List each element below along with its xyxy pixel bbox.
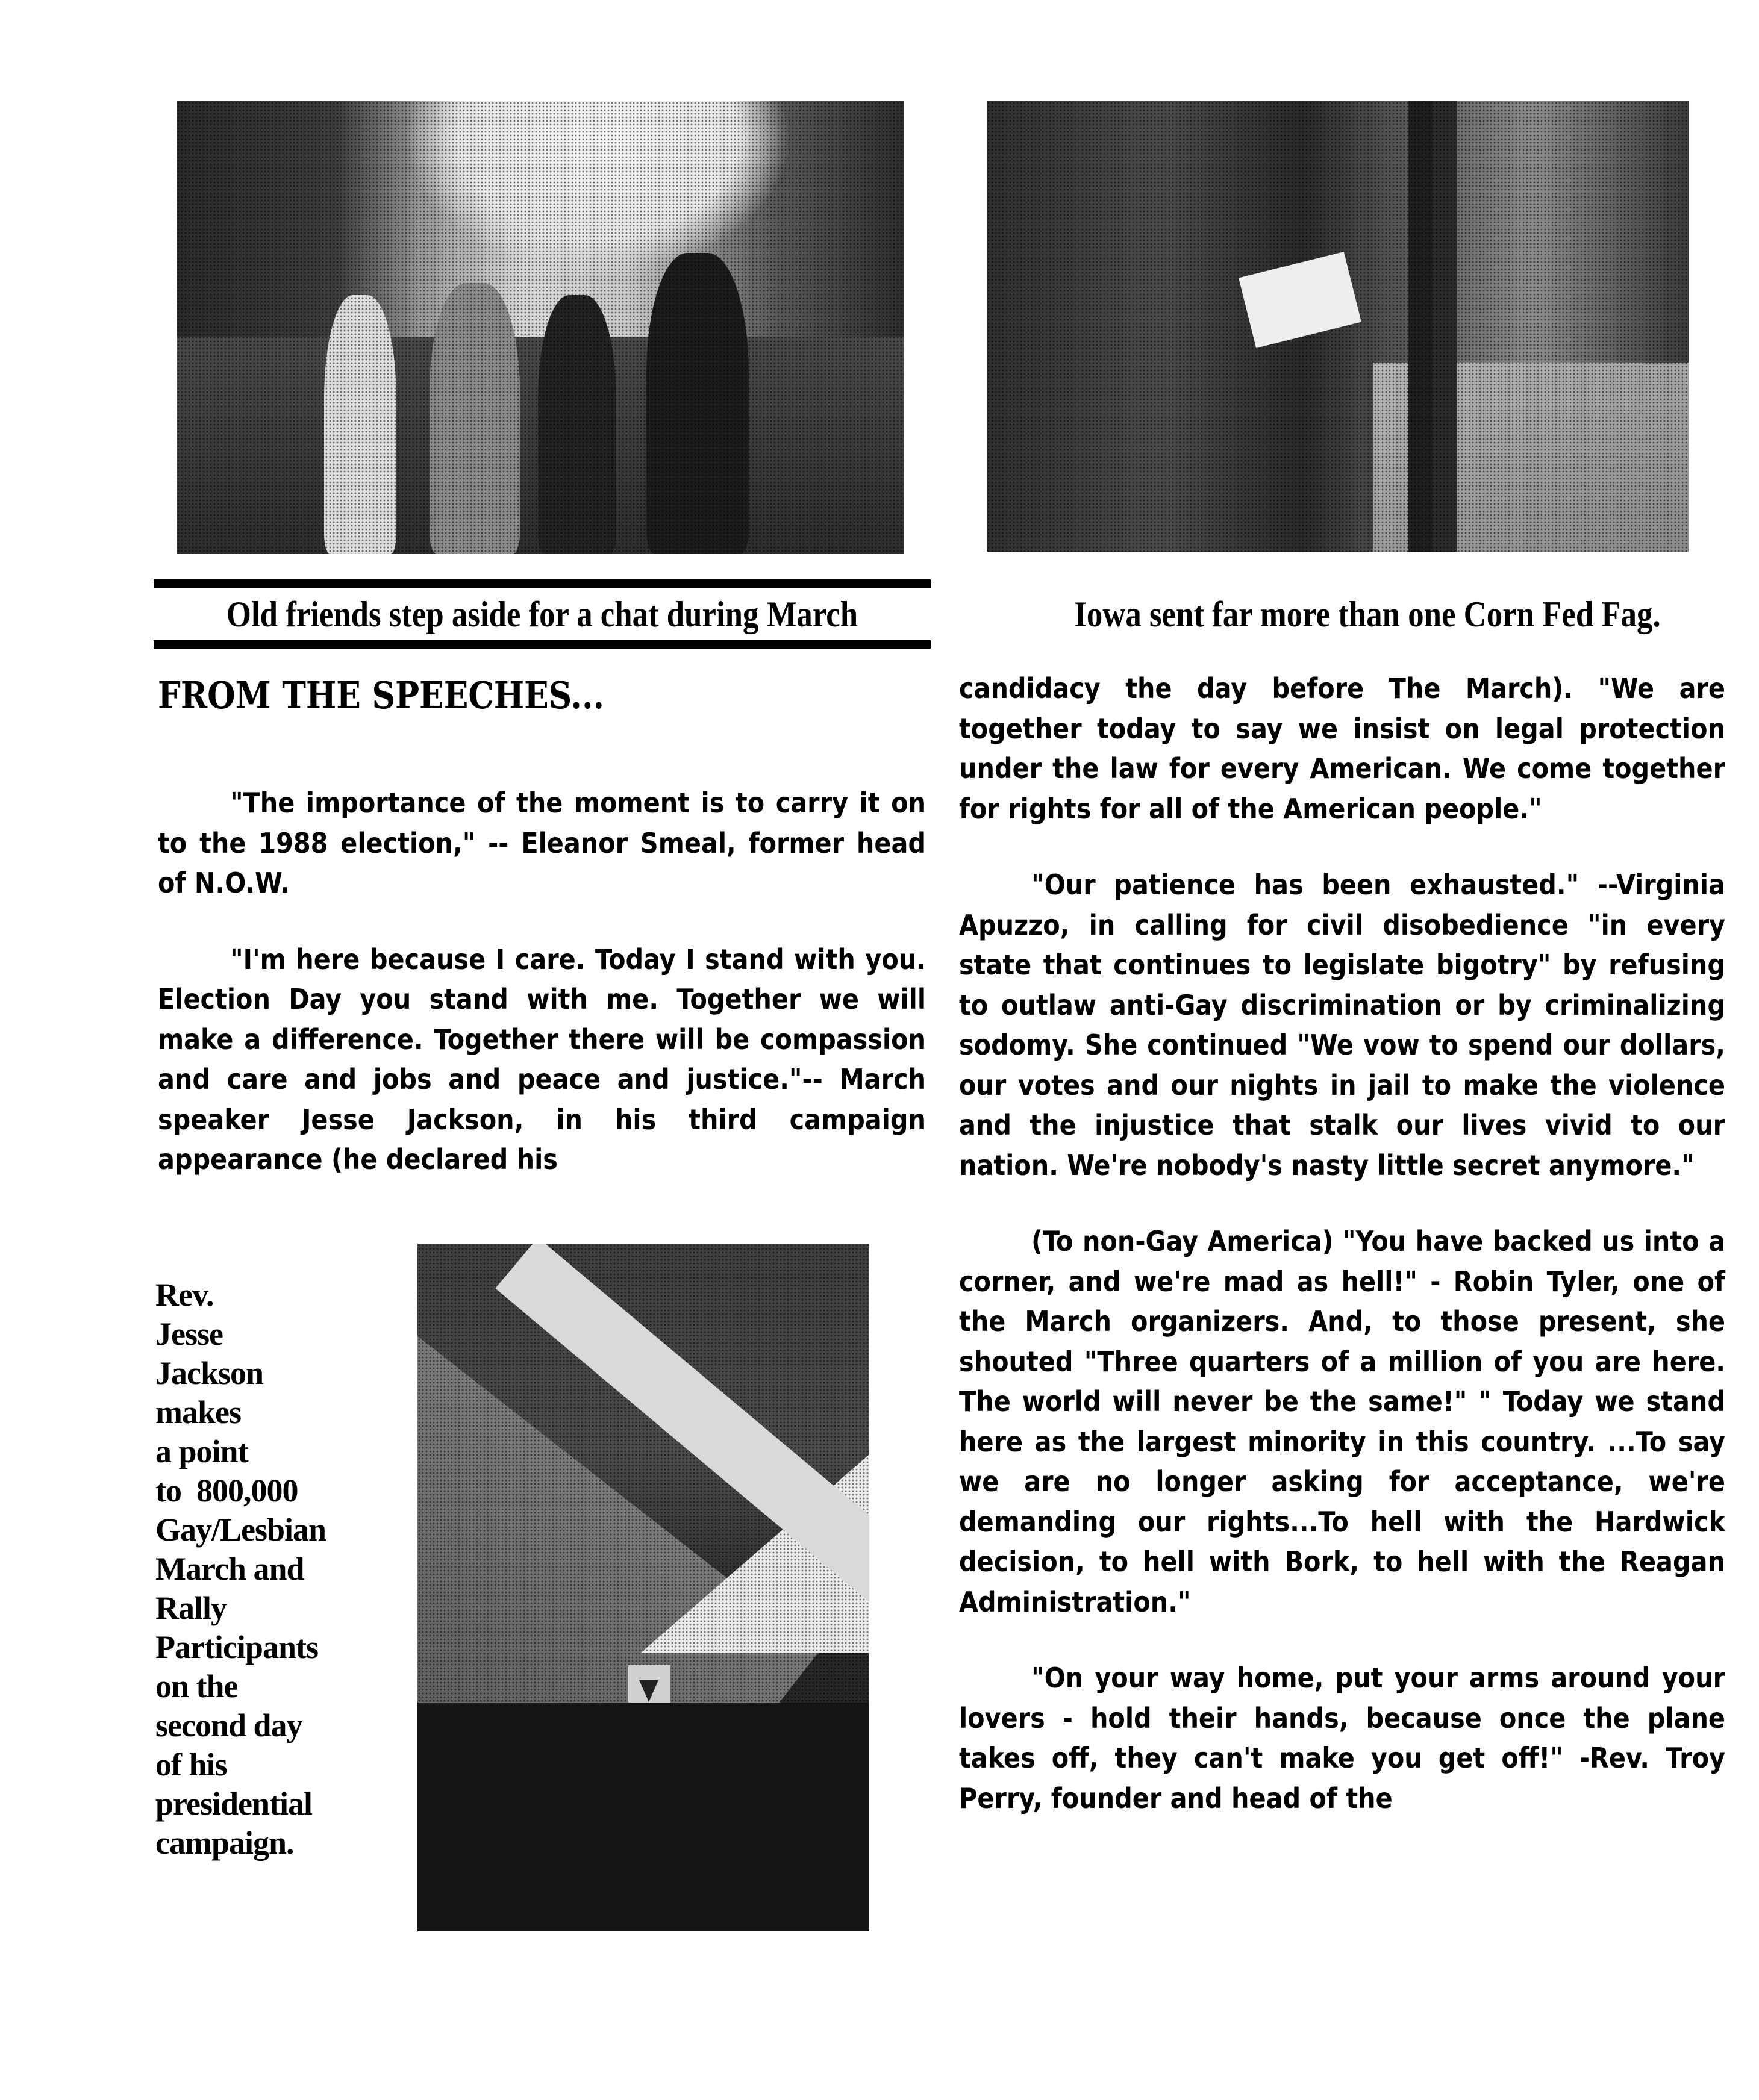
quote-jackson-continued: candidacy the day before The March). "We are together today to say we insist on legal protection under the law for every American. We come together for rights for all of the American people.": [959, 672, 1725, 825]
caption-iowa: Iowa sent far more than one Corn Fed Fag.: [1074, 594, 1661, 634]
caption-line: Rev.: [155, 1277, 214, 1313]
figure-bearded-man: [646, 253, 749, 554]
photo-jesse-jackson-podium: [417, 1244, 869, 1931]
caption-line: a point: [155, 1433, 248, 1469]
caption-jesse-jackson: [155, 1276, 408, 1863]
figure-white-hoodie: [324, 295, 396, 554]
caption-line: campaign.: [155, 1825, 294, 1861]
quote-virginia-apuzzo: "Our patience has been exhausted." --Virginia Apuzzo, in calling for civil disobedience "in every state that continues to legislate bigotry" by refusing to outlaw anti-Gay discrimination or by criminalizing sodomy. She continued "We vow to spend our dollars, our votes and our nights in jail to make the violence and the injustice that stalk our lives vivid to our nation. We're nobody's nasty little secret anymore.": [959, 868, 1725, 1182]
section-heading: FROM THE SPEECHES...: [158, 673, 605, 717]
photo-old-friends-march: [177, 101, 904, 554]
figure-jacket: [430, 283, 520, 554]
left-text-column: [158, 783, 926, 1180]
podium-logo-icon: [639, 1680, 658, 1702]
caption-line: March and: [155, 1551, 304, 1587]
caption-line: Jesse: [155, 1316, 223, 1352]
quote-robin-tyler: (To non-Gay America) "You have backed us into a corner, and we're mad as hell!" - Robin Tyler, one of the March organizers. And, to those present, she shouted "Three quarters of a million of you are here. The world will never be the same!" " Today we stand here as the largest minority in this country. ...To say we are no longer asking for acceptance, we're demanding our rights...To hell with the Hardwick decision, to hell with Bork, to hell with the Reagan Administration.": [959, 1225, 1725, 1618]
caption-line: Gay/Lesbian: [155, 1512, 326, 1548]
caption-line: Jackson: [155, 1355, 264, 1391]
crowd: [417, 1703, 869, 1931]
caption-line: on the: [155, 1668, 238, 1704]
quote-jesse-jackson: "I'm here because I care. Today I stand with you. Election Day you stand with me. Together we will make a difference. Together there will be compassion and care and jobs and peace and justice."-- March speaker Jesse Jackson, in his third campaign appearance (he declared his: [158, 943, 926, 1176]
caption-rule-top: [154, 579, 931, 588]
caption-line: Participants: [155, 1629, 318, 1665]
caption-line: presidential: [155, 1786, 313, 1822]
pole-shadow: [1433, 101, 1457, 552]
quote-eleanor-smeal: "The importance of the moment is to carry it on to the 1988 election," -- Eleanor Smeal, former head of N.O.W.: [158, 787, 926, 899]
photo-iowa-marchers: [987, 101, 1689, 552]
caption-line: of his: [155, 1746, 227, 1783]
protest-sign: [1239, 252, 1361, 348]
figure-dark-shirt: [538, 295, 616, 554]
quote-troy-perry: "On your way home, put your arms around your lovers - hold their hands, because once the plane takes off, they can't make you get off!" -Rev. Troy Perry, founder and head of the: [959, 1662, 1725, 1815]
caption-old-friends: Old friends step aside for a chat during March: [226, 594, 858, 634]
caption-line: second day: [155, 1707, 302, 1743]
caption-line: makes: [155, 1394, 241, 1430]
caption-rule-bottom: [154, 640, 931, 649]
caption-line: to 800,000: [155, 1472, 298, 1509]
right-text-column: [959, 668, 1725, 1818]
caption-line: Rally: [155, 1590, 227, 1626]
